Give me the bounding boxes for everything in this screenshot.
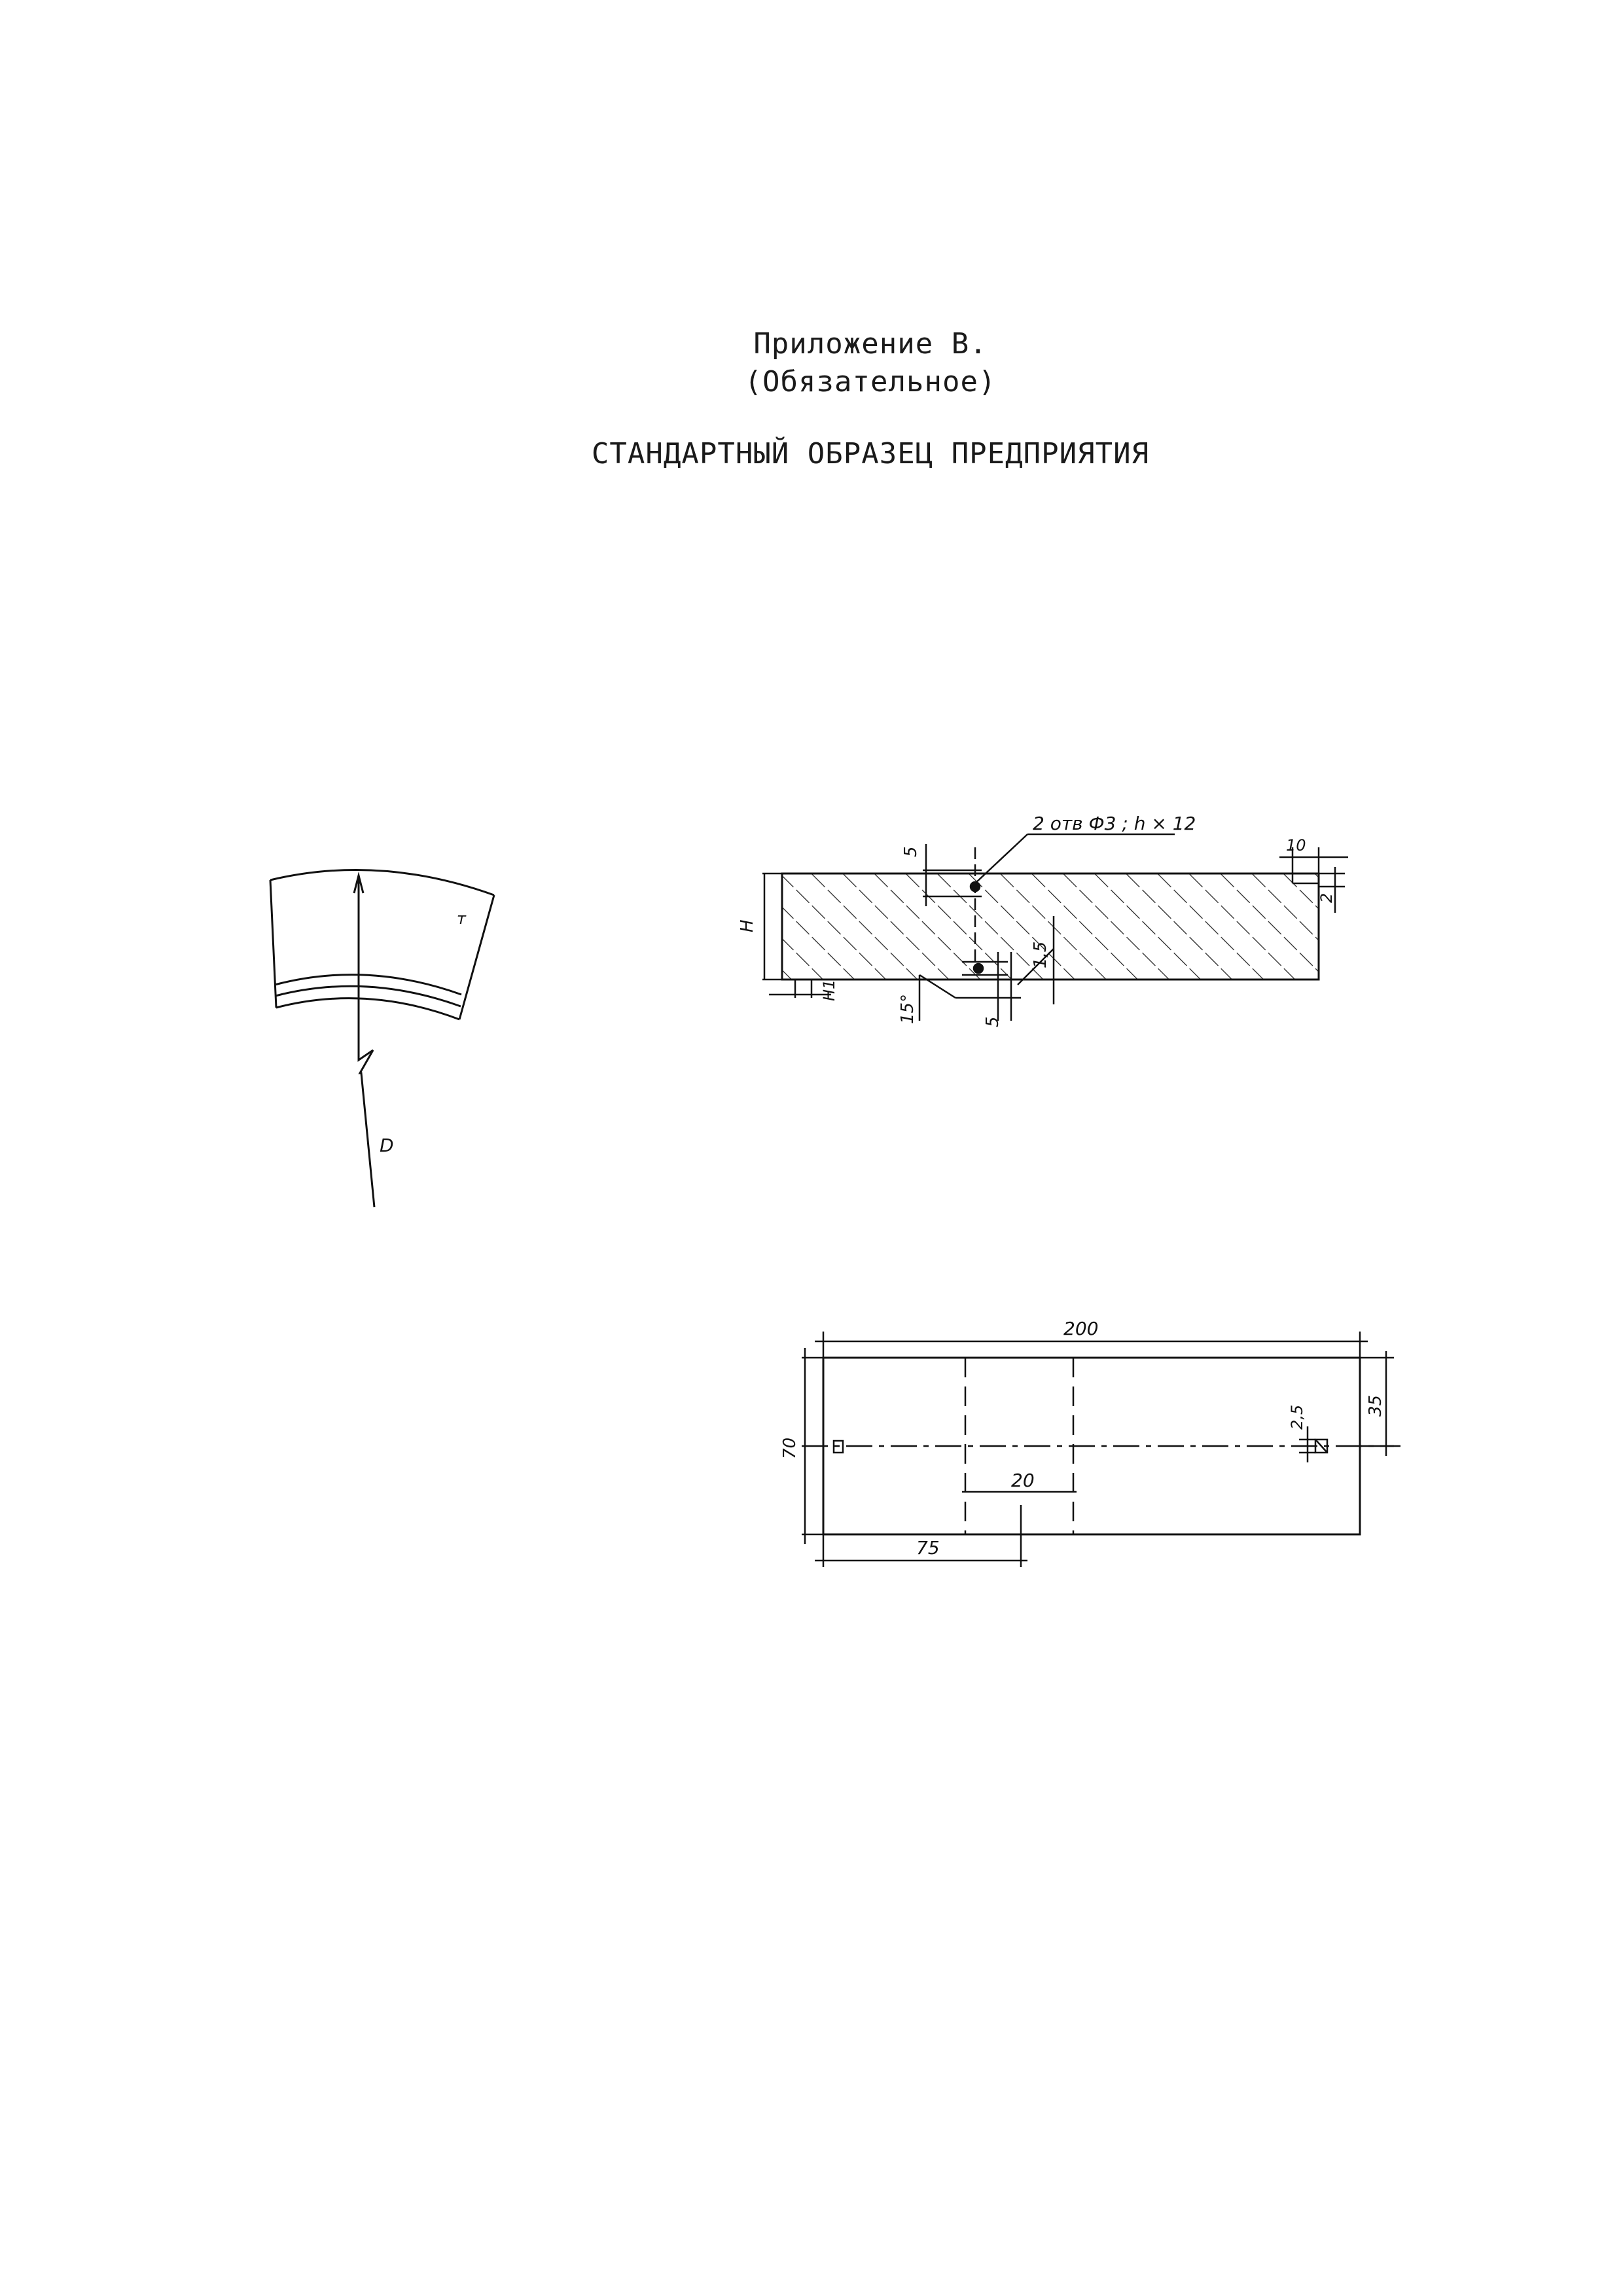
appendix-note: (Обязательное) [744, 365, 997, 398]
plan-dim-20: 20 [1011, 1470, 1035, 1491]
plan-view-figure [802, 1332, 1400, 1567]
standard-title: СТАНДАРТНЫЙ ОБРАЗЕЦ ПРЕДПРИЯТИЯ [591, 437, 1150, 470]
cross-section-figure [762, 834, 1348, 1021]
plan-dim-35: 35 [1366, 1394, 1385, 1417]
radius-line [359, 877, 374, 1207]
ring-label-t: т [457, 910, 466, 928]
section-dim-10: 10 [1286, 836, 1306, 855]
appendix-title: Приложение В. [753, 327, 988, 361]
ring-label-d: D [380, 1135, 394, 1156]
section-dim-h1: H1 [820, 979, 838, 1001]
section-dim-2: 2 [1317, 892, 1336, 903]
plan-dim-2-5: 2,5 [1288, 1404, 1306, 1430]
ring-inner-arc-1 [275, 975, 461, 995]
plan-dim-70: 70 [780, 1437, 800, 1459]
ring-inner-arc-3 [276, 998, 459, 1019]
section-dim-top-5: 5 [901, 846, 921, 857]
section-dim-h: H [738, 919, 757, 932]
section-dim-1-5: 1,5 [1031, 941, 1050, 968]
section-holes-note: 2 отв Ф3 ; h × 12 [1033, 813, 1196, 834]
section-dim-15deg: 15° [898, 993, 918, 1024]
section-dim-bottom-5: 5 [983, 1016, 1003, 1027]
plan-dim-200: 200 [1063, 1318, 1099, 1339]
ring-left-edge [270, 880, 276, 1008]
ring-outer-arc [270, 870, 494, 895]
ring-inner-arc-2 [276, 986, 461, 1006]
section-hatched-body [782, 874, 1319, 980]
plan-dim-75: 75 [916, 1537, 940, 1559]
